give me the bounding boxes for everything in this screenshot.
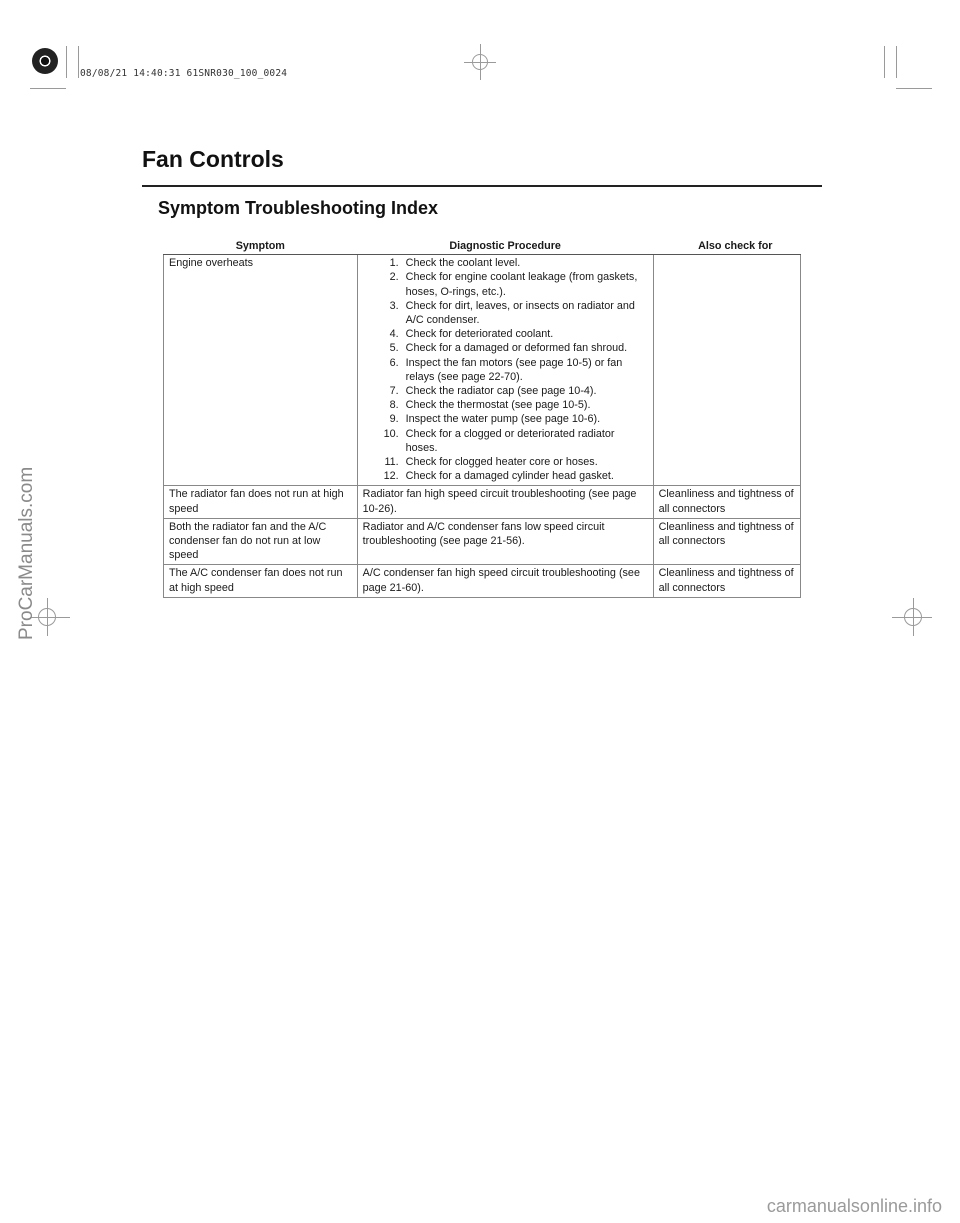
table-row	[164, 255, 801, 486]
list-item: 6. Inspect the fan motors (see page 10-5) or fan relays (see page 22-70).	[389, 356, 623, 383]
also-check-cell: Cleanliness and tightness of all connectors	[653, 518, 800, 565]
list-item: 7. Check the radiator cap (see page 10-4).	[389, 385, 597, 398]
list-item: 1. Check the coolant level.	[389, 257, 521, 270]
crosshair-icon-h	[892, 617, 932, 618]
table-row	[164, 486, 801, 518]
header-diagnostic-procedure: Diagnostic Procedure	[357, 239, 653, 255]
list-item: 3. Check for dirt, leaves, or insects on radiator and A/C condenser.	[389, 299, 635, 327]
procedure-cell: Radiator and A/C condenser fans low speed circuit troubleshooting (see page 21-56).	[357, 518, 653, 565]
header-symptom: Symptom	[164, 239, 358, 255]
procedure-cell: A/C condenser fan high speed circuit troubleshooting (see page 21-60).	[357, 565, 653, 597]
footer-watermark: carmanualsonline.info	[766, 1196, 942, 1216]
procedure-cell: Radiator fan high speed circuit troubleshooting (see page 10-26).	[357, 486, 653, 518]
crop-mark	[30, 88, 66, 89]
page-subtitle: Symptom Troubleshooting Index	[158, 198, 439, 218]
title-divider	[142, 185, 822, 187]
section-title: Fan Controls	[142, 146, 284, 172]
table-header-row	[164, 239, 801, 255]
procedure-cell	[357, 255, 653, 486]
crop-mark	[896, 88, 932, 89]
list-item: 12. Check for a damaged cylinder head gasket.	[383, 470, 614, 483]
crop-mark	[884, 46, 885, 78]
table-row	[164, 565, 801, 597]
registration-target-icon	[32, 48, 58, 74]
symptom-cell: The radiator fan does not run at high speed	[164, 486, 358, 518]
crosshair-icon-v	[913, 598, 914, 636]
list-item: 8. Check the thermostat (see page 10-5).	[389, 399, 591, 412]
table-row	[164, 518, 801, 565]
list-item: 2. Check for engine coolant leakage (from gaskets, hoses, O-rings, etc.).	[389, 271, 638, 298]
crosshair-icon-v	[480, 44, 481, 80]
symptom-cell: Both the radiator fan and the A/C condenser fan do not run at low speed	[164, 518, 358, 565]
list-item: 5. Check for a damaged or deformed fan shroud.	[389, 342, 628, 355]
crosshair-icon-v	[47, 598, 48, 636]
also-check-cell	[653, 255, 800, 486]
also-check-cell: Cleanliness and tightness of all connectors	[653, 486, 800, 518]
symptom-cell: Engine overheats	[164, 255, 358, 486]
print-stamp: 08/08/21 14:40:31 61SNR030_100_0024	[80, 68, 288, 79]
list-item: 4. Check for deteriorated coolant.	[389, 328, 554, 341]
crop-mark	[66, 46, 67, 78]
also-check-cell: Cleanliness and tightness of all connectors	[653, 565, 800, 597]
list-item: 10. Check for a clogged or deteriorated radiator hoses.	[383, 427, 615, 454]
list-item: 11. Check for clogged heater core or hoses.	[384, 456, 598, 469]
list-item: 9. Inspect the water pump (see page 10-6).	[389, 413, 601, 426]
symptom-cell: The A/C condenser fan does not run at high speed	[164, 565, 358, 597]
crop-mark	[78, 46, 79, 78]
header-also-check-for: Also check for	[653, 239, 800, 255]
symptom-table	[163, 239, 801, 598]
side-watermark: ProCarManuals.com	[16, 466, 37, 640]
procedure-steps	[363, 256, 648, 483]
crop-mark	[896, 46, 897, 78]
